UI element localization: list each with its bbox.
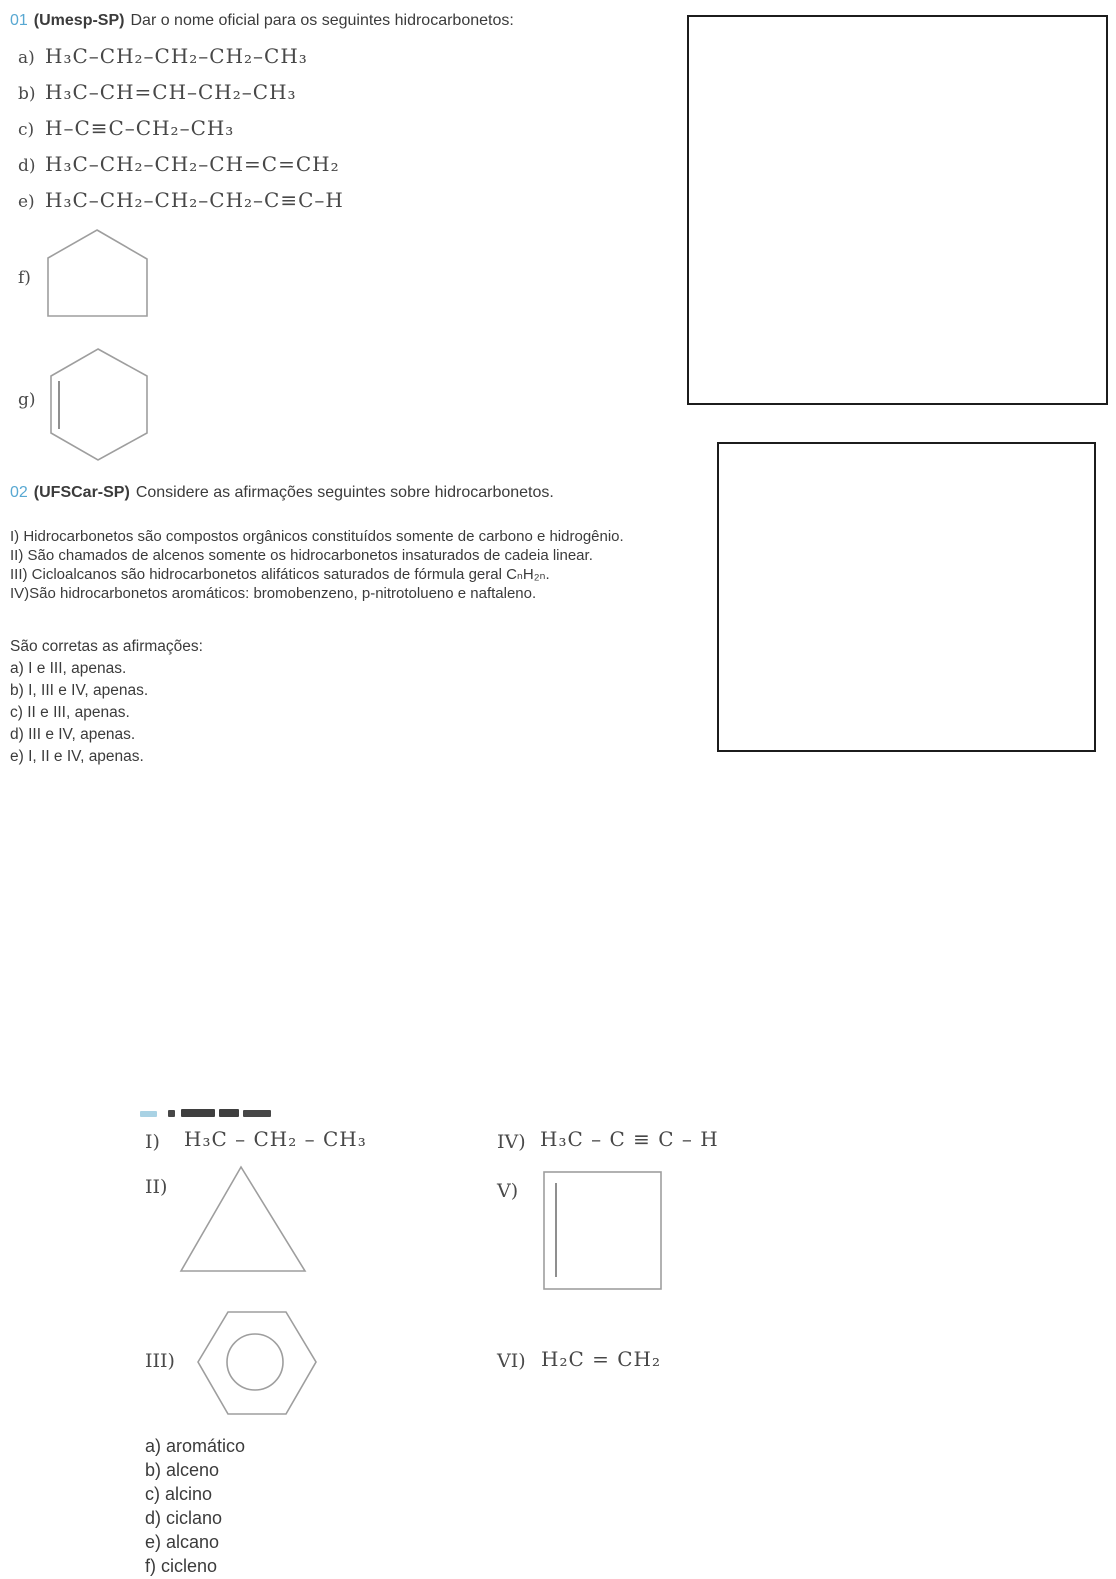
q1-item-a-label: a): [18, 48, 35, 68]
q2-options-intro: São corretas as afirmações:: [10, 638, 203, 655]
structure-I-label: I): [145, 1131, 160, 1153]
q1-item-c-formula: H–C≡C–CH₂–CH₃: [45, 116, 235, 140]
answer-box-question-1: [687, 15, 1108, 405]
q3-option-b: b) alceno: [145, 1460, 220, 1480]
question-2-source: (UFSCar-SP): [33, 484, 130, 501]
q2-option-c: c) II e III, apenas.: [10, 704, 130, 721]
q1-item-g-label: g): [18, 390, 36, 410]
q2-option-a: a) I e III, apenas.: [10, 660, 127, 677]
q2-option-e: e) I, II e IV, apenas.: [10, 748, 144, 765]
question-1-number: 01: [10, 12, 28, 29]
question-2-number: 02: [10, 484, 28, 501]
q1-item-a-formula: H₃C–CH₂–CH₂–CH₂–CH₃: [45, 44, 308, 68]
answer-box-question-2: [717, 442, 1096, 752]
question-1-source: (Umesp-SP): [33, 12, 125, 29]
q1-item-e-label: e): [18, 192, 35, 212]
benzene-ring-drawing: [196, 1309, 318, 1417]
question-2-heading: [10, 484, 554, 502]
cyclopropane-triangle-drawing: [178, 1164, 308, 1274]
structure-VI-formula: H₂C = CH₂: [541, 1347, 661, 1371]
statement-1: I) Hidrocarbonetos são compostos orgânicos constituídos somente de carbono e hidrogênio.: [10, 528, 624, 545]
q2-option-b: b) I, III e IV, apenas.: [10, 682, 149, 699]
q1-item-e-formula: H₃C–CH₂–CH₂–CH₂–C≡C–H: [45, 188, 344, 212]
q1-item-d-formula: H₃C–CH₂–CH₂–CH=C=CH₂: [45, 152, 340, 176]
question-3-options: [145, 1434, 245, 1578]
structure-IV-formula: H₃C – C ≡ C – H: [540, 1127, 719, 1151]
q1-item-d-label: d): [18, 156, 36, 176]
aromatic-circle: [227, 1334, 283, 1390]
structure-II-label: II): [145, 1176, 168, 1198]
statement-4: IV)São hidrocarbonetos aromáticos: bromobenzeno, p-nitrotolueno e naftaleno.: [10, 585, 537, 602]
cyclobutene-square-drawing: [542, 1170, 663, 1291]
q3-option-f: f) cicleno: [145, 1556, 218, 1576]
statement-3: III) Cicloalcanos são hidrocarbonetos alifáticos saturados de fórmula geral CₙH₂ₙ.: [10, 566, 550, 583]
structure-III-label: III): [145, 1350, 175, 1372]
q1-item-c-label: c): [18, 120, 35, 140]
question-2-statements: [10, 527, 624, 603]
structure-V-label: V): [497, 1180, 519, 1202]
question-1-prompt: Dar o nome oficial para os seguintes hidrocarbonetos:: [130, 12, 514, 29]
structure-VI-label: VI): [497, 1350, 526, 1372]
cyclopentane-ring-drawing: [45, 228, 150, 318]
q1-item-f-label: f): [18, 268, 31, 288]
question-2-options: [10, 636, 203, 768]
q3-option-e: e) alcano: [145, 1532, 220, 1552]
q3-option-a: a) aromático: [145, 1436, 246, 1456]
structure-IV-label: IV): [497, 1131, 526, 1153]
structure-I-formula: H₃C – CH₂ – CH₃: [184, 1127, 367, 1151]
question-2-prompt: Considere as afirmações seguintes sobre hidrocarbonetos.: [135, 484, 554, 501]
cyclohexene-ring-drawing: [48, 347, 150, 462]
q2-option-d: d) III e IV, apenas.: [10, 726, 136, 743]
q3-option-d: d) ciclano: [145, 1508, 223, 1528]
statement-2: II) São chamados de alcenos somente os hidrocarbonetos insaturados de cadeia linear.: [10, 547, 593, 564]
q1-item-b-label: b): [18, 84, 36, 104]
q1-item-b-formula: H₃C–CH=CH–CH₂–CH₃: [45, 80, 297, 104]
question-1-heading: [10, 12, 514, 30]
clipped-heading-fragment: [138, 1106, 288, 1120]
q3-option-c: c) alcino: [145, 1484, 213, 1504]
